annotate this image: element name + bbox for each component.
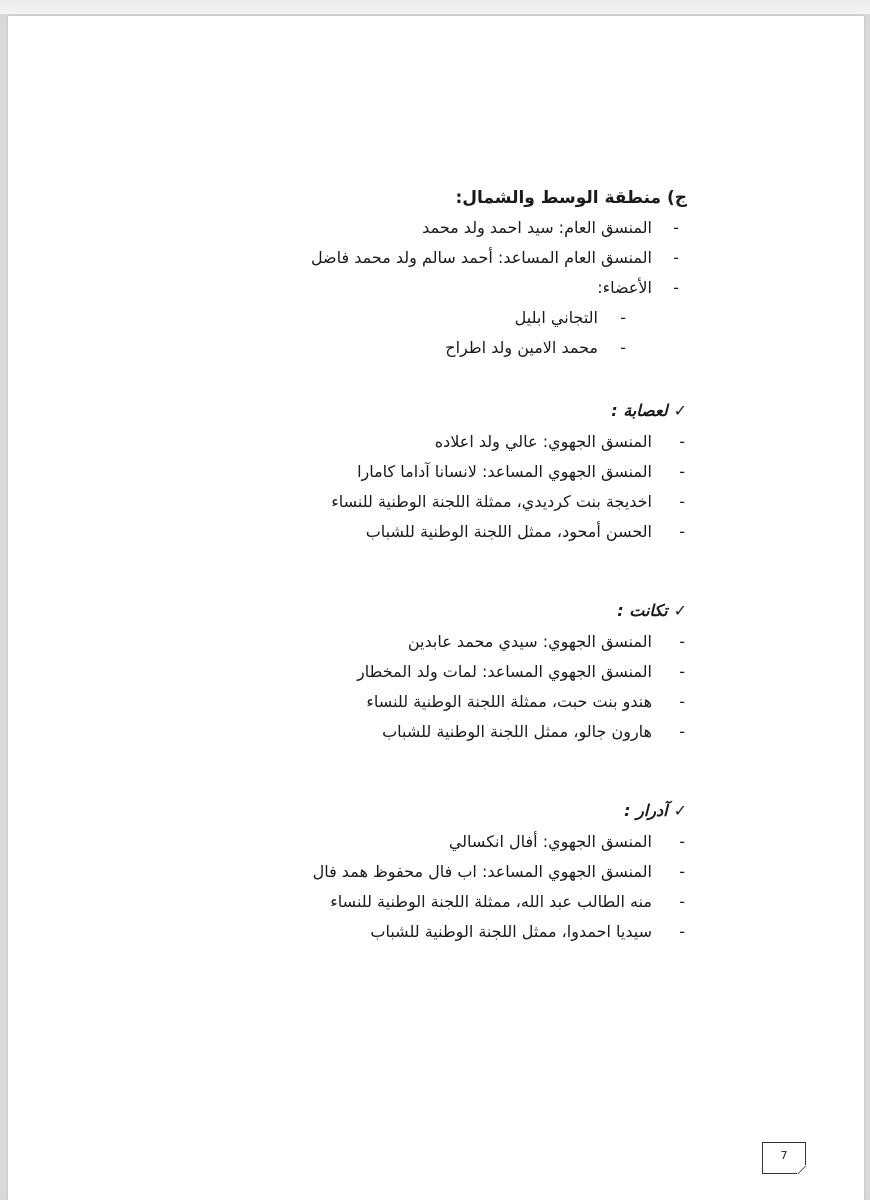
list-item (167, 457, 687, 487)
list-item (167, 717, 687, 747)
list-item-text: المنسق الجهوي: سيدي محمد عابدين (407, 632, 652, 651)
region-name: تكانت : (617, 601, 668, 620)
list-item-text: المنسق العام المساعد: أحمد سالم ولد محمد فاضل (310, 248, 652, 267)
bullet-dash: - (620, 338, 626, 357)
bullet-dash: - (679, 662, 685, 681)
bullet-dash: - (679, 722, 685, 741)
list-item (167, 917, 687, 947)
list-item-text: المنسق الجهوي المساعد: لمات ولد المخطار (357, 662, 652, 681)
document-content (167, 183, 687, 947)
list-item-text: سيديا احمدوا، ممثل اللجنة الوطنية للشباب (370, 922, 652, 941)
list-item (167, 243, 687, 273)
bullet-dash: - (679, 832, 685, 851)
bullet-dash: - (673, 278, 679, 297)
list-item (167, 827, 687, 857)
region-name: آدرار : (624, 801, 668, 820)
list-item-text: المنسق الجهوي: أفال انكسالي (448, 832, 652, 851)
list-item (167, 657, 687, 687)
coordinators-list (167, 213, 687, 303)
bullet-dash: - (679, 492, 685, 511)
list-item (167, 857, 687, 887)
list-item-text: المنسق الجهوي: عالي ولد اعلاده (434, 432, 652, 451)
region-title-adrar (167, 795, 687, 827)
page-number-box (762, 1142, 806, 1174)
bullet-dash: - (679, 862, 685, 881)
list-item (167, 333, 687, 363)
list-item (167, 487, 687, 517)
bullet-dash: - (679, 892, 685, 911)
list-item-text: الحسن أمحود، ممثل اللجنة الوطنية للشباب (365, 522, 652, 541)
check-mark-icon: ✓ (673, 801, 687, 820)
list-item (167, 273, 687, 303)
list-item-text: المنسق الجهوي المساعد: لانسانا آداما كامارا (357, 462, 652, 481)
list-item (167, 303, 687, 333)
check-mark-icon: ✓ (673, 601, 687, 620)
region-list-tagant (167, 627, 687, 747)
bullet-dash: - (679, 922, 685, 941)
top-strip (0, 0, 870, 14)
list-item-text: هارون جالو، ممثل اللجنة الوطنية للشباب (382, 722, 652, 741)
list-item-text: هندو بنت حبت، ممثلة اللجنة الوطنية للنساء (366, 692, 652, 711)
bullet-dash: - (679, 432, 685, 451)
bullet-dash: - (679, 692, 685, 711)
list-item (167, 213, 687, 243)
bullet-dash: - (679, 522, 685, 541)
bullet-dash: - (620, 308, 626, 327)
list-item (167, 427, 687, 457)
section-title-text: ج) منطقة الوسط والشمال: (455, 188, 687, 208)
list-item-text: اخديجة بنت كرديدي، ممثلة اللجنة الوطنية للنساء (331, 492, 652, 511)
page-fold-icon (797, 1165, 806, 1174)
list-item (167, 627, 687, 657)
document-page (8, 16, 864, 1200)
bullet-dash: - (679, 632, 685, 651)
bullet-dash: - (673, 248, 679, 267)
check-mark-icon: ✓ (673, 401, 687, 420)
list-item-text: التجاني ابليل (514, 308, 598, 327)
list-item-text: الأعضاء: (597, 278, 652, 297)
page-number: 7 (780, 1149, 788, 1162)
list-item-text: منه الطالب عبد الله، ممثلة اللجنة الوطنية للنساء (330, 892, 652, 911)
members-list (167, 303, 687, 363)
list-item (167, 687, 687, 717)
region-name: لعصابة : (611, 401, 668, 420)
list-item-text: المنسق الجهوي المساعد: اب فال محفوظ همد فال (312, 862, 652, 881)
list-item (167, 887, 687, 917)
region-title-tagant (167, 595, 687, 627)
region-list-assaba (167, 427, 687, 547)
region-title-assaba (167, 395, 687, 427)
bullet-dash: - (673, 218, 679, 237)
list-item-text: محمد الامين ولد اطراح (445, 338, 598, 357)
section-title (167, 183, 687, 213)
bullet-dash: - (679, 462, 685, 481)
region-list-adrar (167, 827, 687, 947)
list-item (167, 517, 687, 547)
list-item-text: المنسق العام: سيد احمد ولد محمد (422, 218, 652, 237)
